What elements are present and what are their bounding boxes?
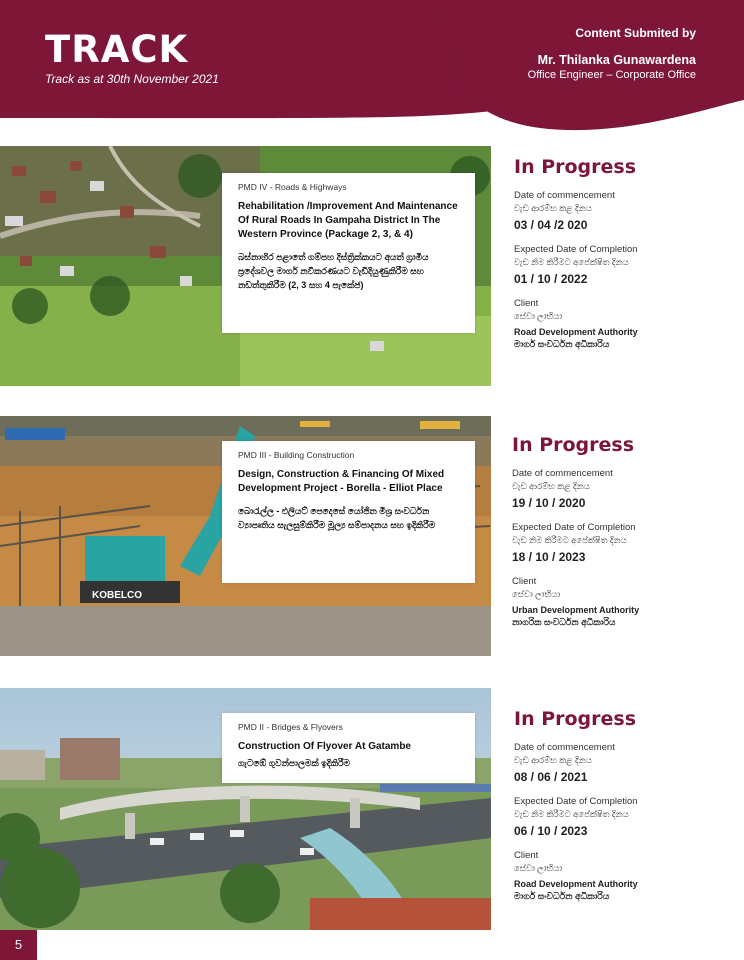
project-category: PMD II - Bridges & Flyovers	[238, 722, 343, 732]
completion-date: 18 / 10 / 2023	[512, 550, 586, 564]
commencement-label-si: වැඩ ආරම්භ කළ දිනය	[514, 203, 592, 213]
commencement-label: Date of commencement	[512, 468, 613, 479]
project-title-si: බොරැල්ල - එලියට් පෙදෙසේ යෝජිත මිශ්‍ර සංවර්ධන ව්‍යාපෘතිය සැලසුම්කිරීම මූල්‍ය සම්පාදනය සහ ඉදිකිරීම	[238, 506, 436, 530]
project-category: PMD III - Building Construction	[238, 450, 355, 460]
client-label-si: සේවා ලාභියා	[512, 589, 561, 599]
commencement-label: Date of commencement	[514, 742, 615, 753]
completion-label: Expected Date of Completion	[514, 244, 638, 255]
commencement-date: 19 / 10 / 2020	[512, 496, 586, 510]
client-name-en: Road Development Authority	[514, 879, 638, 889]
submitted-by-label: Content Submited by	[575, 26, 696, 40]
client-name-si: නාගරික සංවර්ධන අධිකාරිය	[512, 617, 616, 627]
commencement-date: 08 / 06 / 2021	[514, 770, 588, 784]
page-title: TRACK	[45, 28, 189, 71]
project-3-card	[222, 713, 475, 783]
project-title-en: Rehabilitation /Improvement And Maintenance Of Rural Roads In Gampaha District In The Western Province (Package 2, 3, & 4)	[238, 201, 458, 240]
client-label: Client	[514, 850, 539, 861]
completion-date: 06 / 10 / 2023	[514, 824, 588, 838]
client-name-en: Urban Development Authority	[512, 605, 640, 615]
client-label: Client	[512, 576, 537, 587]
client-label: Client	[514, 298, 539, 309]
project-1-info	[514, 156, 714, 350]
commencement-label-si: වැඩ ආරම්භ කළ දිනය	[512, 481, 590, 491]
status-label: In Progress	[514, 708, 637, 730]
completion-label: Expected Date of Completion	[512, 522, 636, 533]
page-number: 5	[0, 930, 37, 960]
page-subtitle: Track as at 30th November 2021	[45, 72, 219, 86]
commencement-label-si: වැඩ ආරම්භ කළ දිනය	[514, 755, 592, 765]
status-label: In Progress	[514, 156, 637, 178]
client-label-si: සේවා ලාභියා	[514, 311, 563, 321]
client-name-si: මාර්ග සංවර්ධන අධිකාරිය	[514, 891, 610, 901]
project-2-card	[222, 441, 475, 583]
submitter-name: Mr. Thilanka Gunawardena	[537, 53, 696, 67]
status-label: In Progress	[512, 434, 635, 456]
client-name-en: Road Development Authority	[514, 327, 638, 337]
completion-label: Expected Date of Completion	[514, 796, 638, 807]
project-title-en: Design, Construction & Financing Of Mixed Development Project - Borella - Elliot Place	[238, 469, 445, 494]
completion-label-si: වැඩ නිම කිරීමට අපේක්ෂිත දිනය	[512, 535, 627, 545]
project-1-card	[222, 173, 475, 333]
page-header	[0, 0, 744, 135]
project-title-si: ගැටඹේ ගුවන්පාලමක් ඉදිකිරීම	[238, 758, 350, 768]
project-title-en: Construction Of Flyover At Gatambe	[238, 741, 411, 752]
commencement-date: 03 / 04 /2 020	[514, 218, 588, 232]
project-3-info	[514, 708, 714, 902]
completion-date: 01 / 10 / 2022	[514, 272, 588, 286]
client-name-si: මාර්ග සංවර්ධන අධිකාරිය	[514, 339, 610, 349]
commencement-label: Date of commencement	[514, 190, 615, 201]
client-label-si: සේවා ලාභියා	[514, 863, 563, 873]
project-2-info	[512, 434, 712, 628]
machine-brand: KOBELCO	[92, 590, 142, 601]
submitter-role: Office Engineer – Corporate Office	[527, 69, 696, 81]
project-title-si: බස්නාහිර පළාතේ ගම්පහ දිස්ත්‍රික්කයට අයත් ග්‍රාමීය ප්‍රදේශවල මාර්ග නවීකරණයට වැඩිදියුණුකිරීම සහ නඩත්තුකිරීම (2, 3 සහ 4 පැකේජ)	[238, 252, 429, 290]
completion-label-si: වැඩ නිම කිරීමට අපේක්ෂිත දිනය	[514, 257, 629, 267]
project-category: PMD IV - Roads & Highways	[238, 182, 347, 192]
completion-label-si: වැඩ නිම කිරීමට අපේක්ෂිත දිනය	[514, 809, 629, 819]
